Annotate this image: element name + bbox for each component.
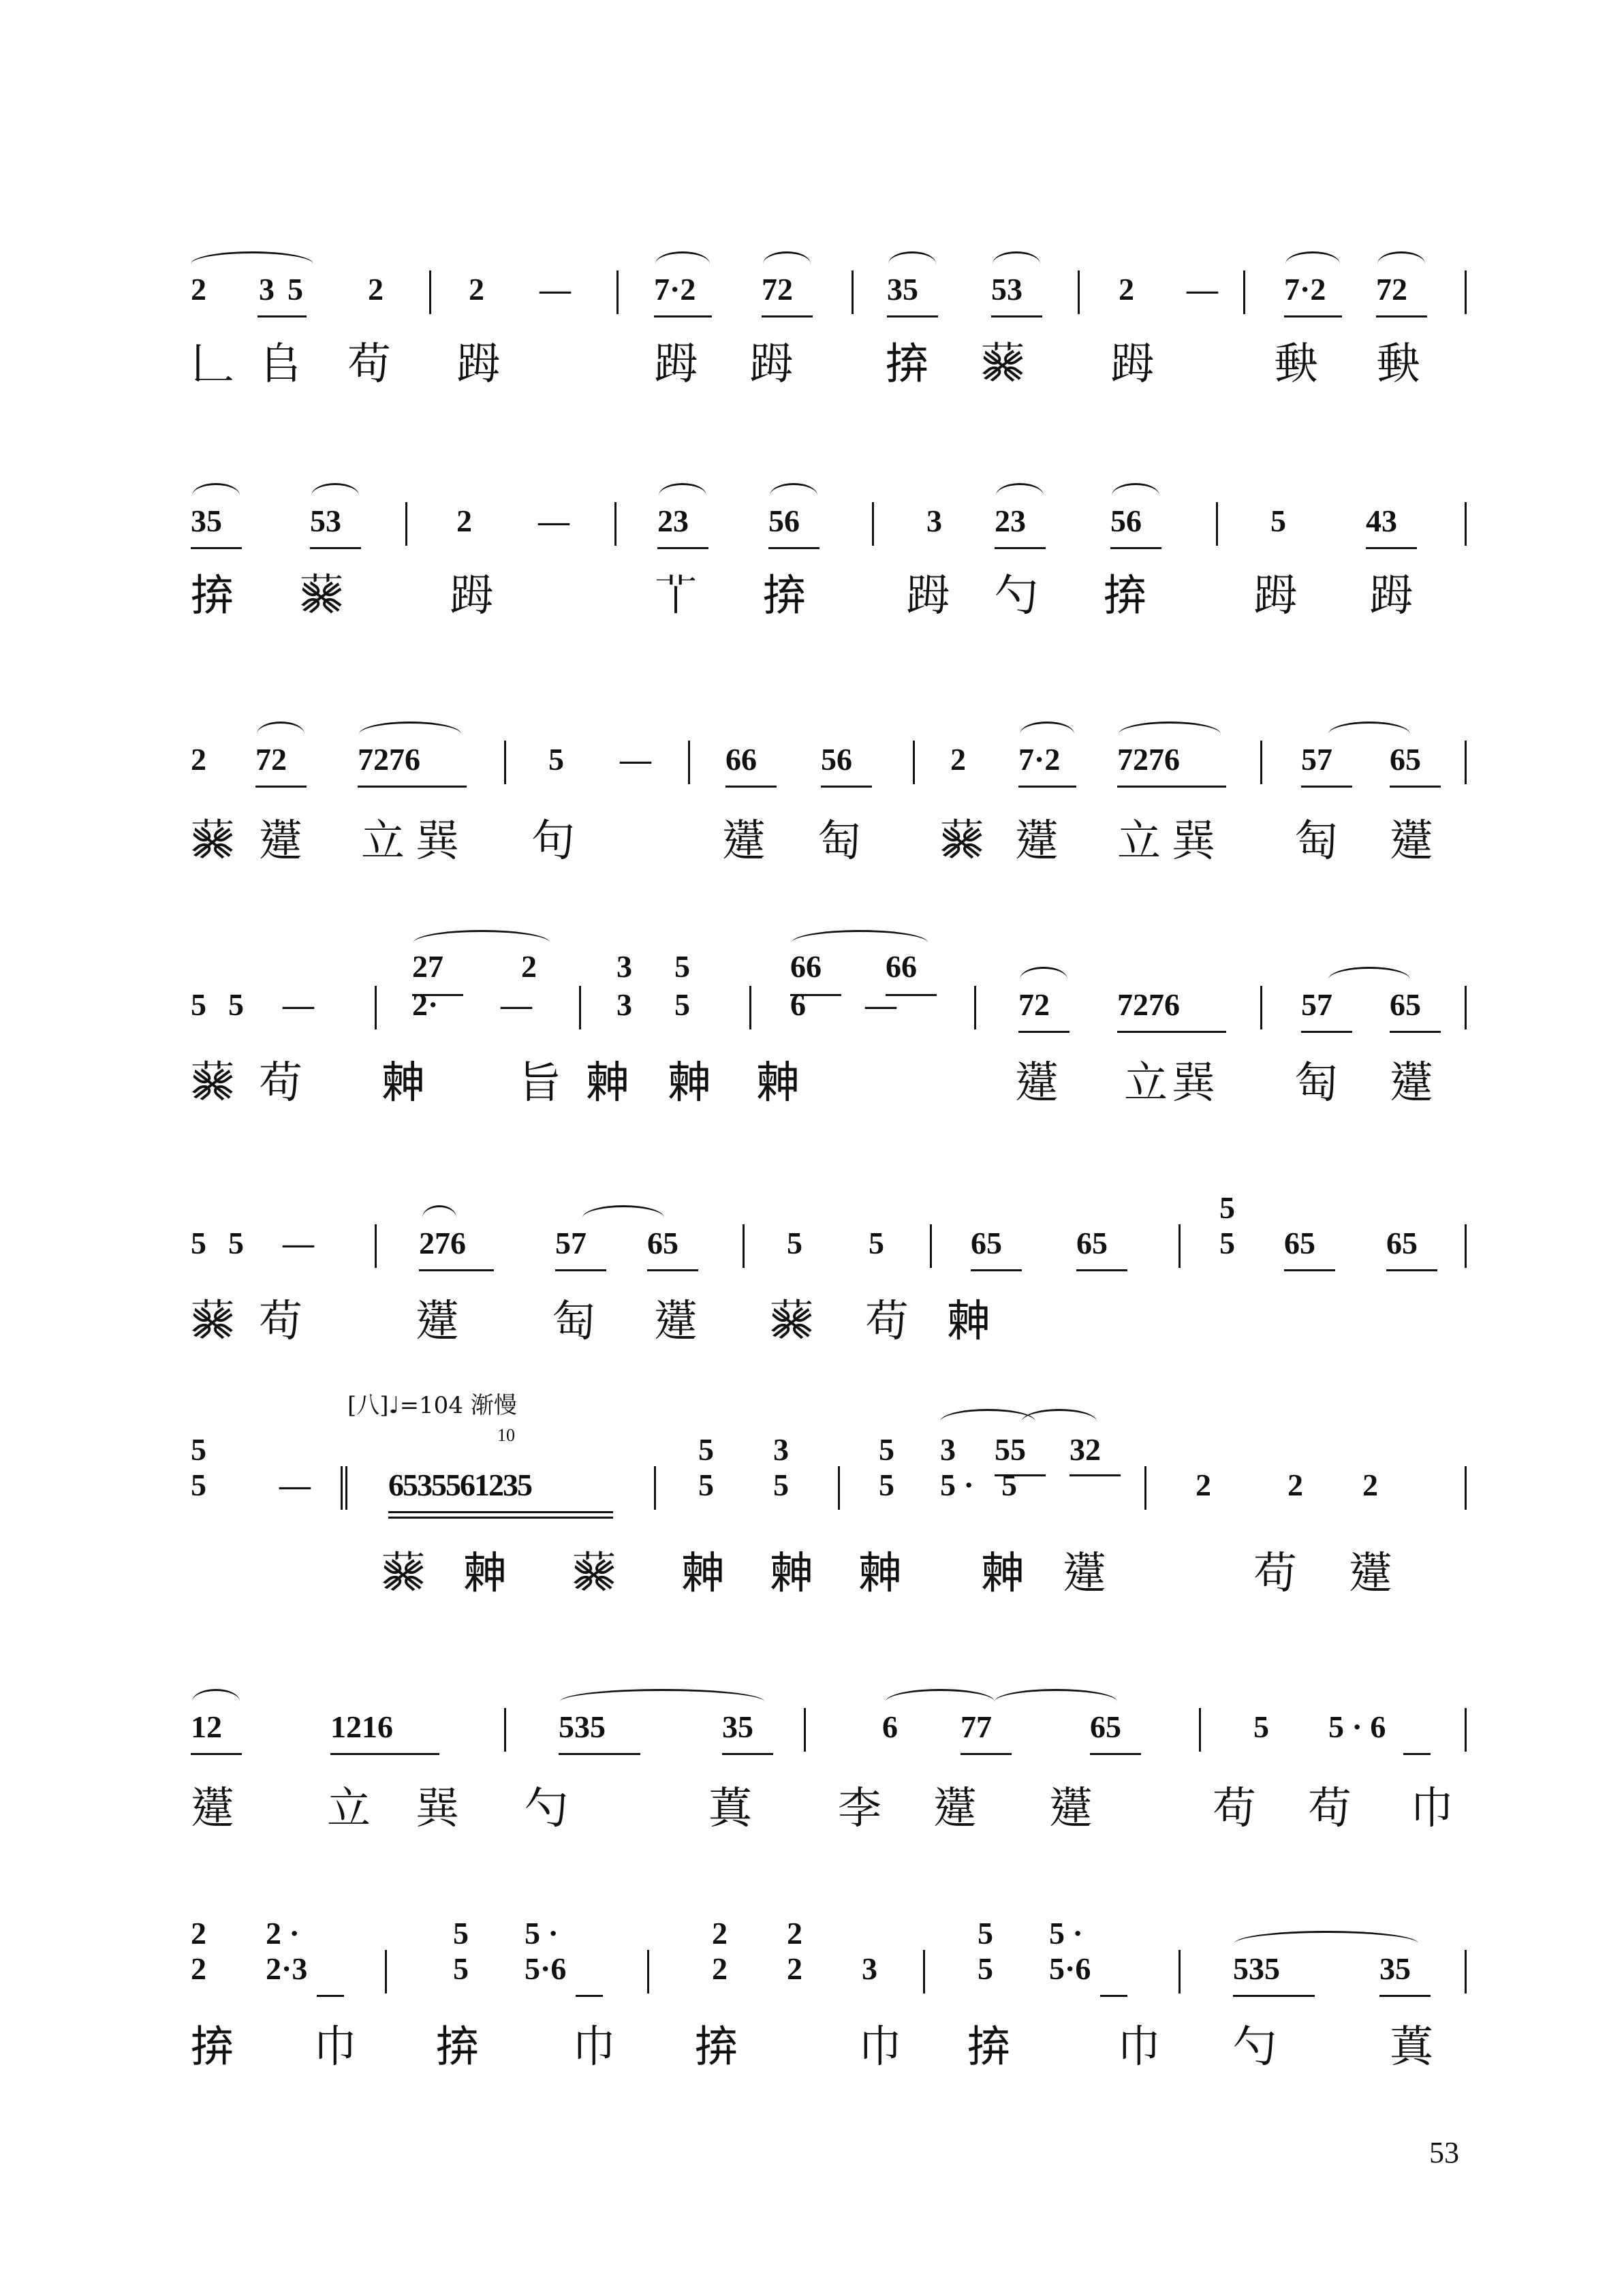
tab-glyph: 𨗨 — [191, 1784, 232, 1834]
note: 56 — [1110, 503, 1142, 538]
tablature-row-8 — [191, 2010, 1471, 2085]
note: 5 — [869, 1226, 884, 1260]
tab-glyph: 𣍃 — [381, 1058, 422, 1108]
tab-glyph: 𣍃 — [463, 1549, 504, 1599]
note: — — [540, 272, 571, 307]
tab-glyph: 𨗨 — [259, 816, 300, 867]
tab-glyph: 𨗨 — [722, 816, 763, 867]
notation-row-8 — [191, 1916, 1471, 1989]
note: 7·2 — [654, 272, 696, 307]
note: 5 — [978, 1916, 993, 1951]
tablature-row-1 — [191, 327, 1471, 402]
note: 7·2 — [1284, 272, 1326, 307]
note: 23 — [995, 503, 1026, 538]
note: 2 — [950, 742, 966, 777]
notation-row-4 — [191, 949, 1471, 1025]
note: 65 — [1386, 1226, 1418, 1260]
tab-glyph: 巾 — [1410, 1784, 1451, 1834]
tab-glyph: 𧿹 — [1253, 571, 1294, 621]
note: 72 — [1376, 272, 1407, 307]
tab-glyph: 𣍃 — [681, 1549, 722, 1599]
tab-glyph: 𢬵 — [1104, 571, 1144, 621]
tab-glyph: 句 — [531, 816, 572, 867]
tab-glyph: 立 — [1124, 1058, 1165, 1108]
tab-glyph: 𡙇 — [1376, 339, 1417, 390]
note: 27 — [412, 949, 443, 984]
tab-glyph: 𧿹 — [1369, 571, 1410, 621]
note: 5 — [228, 987, 244, 1022]
note: 535 — [559, 1709, 606, 1744]
note: 5 — [191, 1226, 206, 1260]
tab-glyph: 𧿹 — [749, 339, 790, 390]
note: 5 — [773, 1468, 789, 1502]
tab-glyph: 旨 — [518, 1058, 559, 1108]
tablature-row-2 — [191, 559, 1471, 634]
note: 77 — [961, 1709, 992, 1744]
note: 2 — [368, 272, 384, 307]
tab-glyph: 立 — [327, 1784, 368, 1834]
tab-glyph: 巾 — [858, 2022, 899, 2073]
note: 5 — [978, 1951, 993, 1986]
note: 5 · — [940, 1468, 974, 1502]
tab-glyph: 立 — [1117, 816, 1158, 867]
tab-glyph: 𨗨 — [933, 1784, 974, 1834]
note: 3 — [259, 272, 275, 307]
note: 5 — [191, 987, 206, 1022]
tab-glyph: 𣍃 — [770, 1549, 811, 1599]
tab-glyph: 巾 — [313, 2022, 354, 2073]
tab-glyph: 𨗨 — [1390, 1058, 1431, 1108]
note: 6 — [882, 1709, 898, 1744]
note: 5 — [191, 1468, 206, 1502]
note: — — [865, 987, 896, 1022]
tab-glyph: 𣍃 — [858, 1549, 899, 1599]
tab-glyph: 𠂤 — [259, 339, 300, 390]
note: 2·3 — [266, 1951, 308, 1986]
tab-glyph: 𢬵 — [695, 2022, 736, 2073]
note: 65 — [1284, 1226, 1315, 1260]
tab-glyph: 匋 — [1294, 816, 1335, 867]
tuplet-number: 10 — [497, 1425, 515, 1445]
note: 5 — [698, 1432, 714, 1467]
tab-glyph: 𦮙 — [770, 1297, 811, 1347]
notation-row-3 — [191, 739, 1471, 780]
note: 2 — [521, 949, 537, 984]
note: — — [538, 503, 569, 538]
note: 5 — [1253, 1709, 1269, 1744]
note: 5 — [698, 1468, 714, 1502]
tablature-row-4 — [191, 1046, 1471, 1121]
tab-glyph: 𦮙 — [300, 571, 341, 621]
tab-glyph: 𢬵 — [886, 339, 926, 390]
note: 65 — [971, 1226, 1002, 1260]
tab-glyph: 匋 — [1294, 1058, 1335, 1108]
tab-glyph: 𢬵 — [191, 571, 232, 621]
tab-glyph: 𢁉 — [416, 1784, 456, 1834]
tab-glyph: 𨗨 — [1390, 816, 1431, 867]
note: 5·6 — [525, 1951, 567, 1986]
tab-glyph: 𣍃 — [668, 1058, 708, 1108]
tab-glyph: 𢁉 — [416, 816, 456, 867]
tab-glyph: 𨗨 — [1349, 1549, 1390, 1599]
note: 65 — [1090, 1709, 1121, 1744]
note: — — [620, 742, 651, 777]
note: 2 — [1287, 1468, 1303, 1502]
tab-glyph: 𧿹 — [906, 571, 947, 621]
tab-glyph: 𧿹 — [654, 339, 695, 390]
note: 57 — [555, 1226, 587, 1260]
tab-glyph: 𢬵 — [191, 2022, 232, 2073]
tab-glyph: 𨗨 — [1063, 1549, 1104, 1599]
note: 5 · — [525, 1916, 559, 1951]
tab-glyph: 𨗨 — [1015, 816, 1056, 867]
tablature-row-3 — [191, 804, 1471, 879]
note: 35 — [191, 503, 222, 538]
note: 2 — [191, 272, 206, 307]
note: 3 — [862, 1951, 877, 1986]
tab-glyph: 勺 — [525, 1784, 565, 1834]
note: 53 — [991, 272, 1022, 307]
tab-glyph: 𨗨 — [416, 1297, 456, 1347]
note: 2 — [191, 1916, 206, 1951]
note: 2 — [1196, 1468, 1211, 1502]
note: 57 — [1301, 987, 1332, 1022]
note: 5 — [228, 1226, 244, 1260]
note: 535 — [1233, 1951, 1280, 1986]
tab-glyph: 𨗨 — [1015, 1058, 1056, 1108]
tab-glyph: 𢬵 — [436, 2022, 477, 2073]
tab-glyph: 𧿹 — [450, 571, 490, 621]
tab-glyph: 𢬵 — [763, 571, 804, 621]
tab-glyph: 𣍃 — [756, 1058, 797, 1108]
note: 3 — [616, 949, 632, 984]
note: 7276 — [358, 742, 420, 777]
tab-glyph: 立 — [361, 816, 402, 867]
tab-glyph: 𦫳 — [654, 571, 695, 621]
note: 2· — [412, 987, 439, 1022]
tab-glyph: 𨗨 — [654, 1297, 695, 1347]
tempo-marking: [八]♩=104 渐慢 — [347, 1392, 517, 1419]
tab-glyph: 𧿹 — [456, 339, 497, 390]
tab-glyph: 𦮙 — [191, 1058, 232, 1108]
notation-row-7 — [191, 1707, 1471, 1748]
note: 43 — [1366, 503, 1397, 538]
note: 72 — [255, 742, 287, 777]
note: — — [1187, 272, 1218, 307]
notation-row-5 — [191, 1190, 1471, 1264]
tab-glyph: 𦮙 — [381, 1549, 422, 1599]
tab-glyph: 勺 — [1233, 2022, 1274, 2073]
note: 5 — [287, 272, 303, 307]
note: 32 — [1069, 1432, 1101, 1467]
note: 35 — [887, 272, 918, 307]
note: 5 · 6 — [1328, 1709, 1386, 1744]
tab-glyph: 勺 — [995, 571, 1035, 621]
note: — — [501, 987, 532, 1022]
note: 5 — [453, 1951, 469, 1986]
tab-glyph: 苟 — [259, 1297, 300, 1347]
note: 2 — [469, 272, 484, 307]
note: 6 — [790, 987, 806, 1022]
note: 5 — [674, 949, 690, 984]
tab-glyph: 𧿹 — [1110, 339, 1151, 390]
note: 2 — [712, 1916, 728, 1951]
note: 66 — [790, 949, 822, 984]
note: 56 — [821, 742, 852, 777]
tab-glyph: 苟 — [1253, 1549, 1294, 1599]
tab-glyph: 巾 — [1117, 2022, 1158, 2073]
page-number: 53 — [1429, 2136, 1459, 2169]
note: 2 — [1362, 1468, 1378, 1502]
note: 35 — [722, 1709, 753, 1744]
note: 5 — [191, 1432, 206, 1467]
tab-glyph: 蒖 — [708, 1784, 749, 1834]
tab-glyph: 蒖 — [1390, 2022, 1431, 2073]
note: 2 — [1119, 272, 1134, 307]
note: 6535561235 — [388, 1468, 531, 1502]
note: 65 — [647, 1226, 678, 1260]
note: 2 — [787, 1951, 802, 1986]
note: 3 — [926, 503, 942, 538]
note: 66 — [886, 949, 917, 984]
note: 65 — [1390, 987, 1421, 1022]
tab-glyph: 李 — [838, 1784, 879, 1834]
note: 5 — [1219, 1190, 1235, 1225]
tab-glyph: 𢁉 — [1172, 816, 1213, 867]
tablature-row-7 — [191, 1771, 1471, 1846]
note: 56 — [768, 503, 800, 538]
note: 57 — [1301, 742, 1332, 777]
tab-glyph: 苟 — [347, 339, 388, 390]
note: 5 — [548, 742, 564, 777]
note: 65 — [1390, 742, 1421, 777]
notation-row-2 — [191, 501, 1471, 542]
tab-glyph: 苟 — [865, 1297, 906, 1347]
tab-glyph: 𠃊 — [191, 339, 232, 390]
tab-glyph: 𢬵 — [967, 2022, 1008, 2073]
note: 7276 — [1117, 987, 1180, 1022]
note: 7276 — [1117, 742, 1180, 777]
tab-glyph: 苟 — [259, 1058, 300, 1108]
notation-row-1 — [191, 269, 1471, 310]
note: 5 — [1270, 503, 1286, 538]
tab-glyph: 𦮙 — [191, 816, 232, 867]
note: 5 — [879, 1468, 894, 1502]
note: 5 — [787, 1226, 802, 1260]
tablature-row-5 — [191, 1284, 1471, 1359]
note: 5 — [674, 987, 690, 1022]
note: — — [279, 1468, 311, 1502]
note: 2 · — [266, 1916, 300, 1951]
note: 5 — [879, 1432, 894, 1467]
note: 5 — [1219, 1226, 1235, 1260]
note: 7·2 — [1018, 742, 1061, 777]
tab-glyph: 𦮙 — [572, 1549, 613, 1599]
tab-glyph: 𦮙 — [981, 339, 1022, 390]
note: 276 — [419, 1226, 466, 1260]
note: 66 — [725, 742, 757, 777]
note: 12 — [191, 1709, 222, 1744]
note: 3 — [616, 987, 632, 1022]
tab-glyph: 𣍃 — [981, 1549, 1022, 1599]
note: 5 — [1001, 1468, 1017, 1502]
tab-glyph: 苟 — [1213, 1784, 1253, 1834]
note: 1216 — [330, 1709, 393, 1744]
note: 23 — [657, 503, 689, 538]
tab-glyph: 𡙇 — [1274, 339, 1315, 390]
note: 65 — [1076, 1226, 1108, 1260]
note: 2 — [191, 1951, 206, 1986]
note: — — [283, 987, 314, 1022]
note: 5·6 — [1049, 1951, 1091, 1986]
tab-glyph: 𢁉 — [1172, 1058, 1213, 1108]
tab-glyph: 𣍃 — [947, 1297, 988, 1347]
tab-glyph: 𦮙 — [191, 1297, 232, 1347]
note: — — [283, 1226, 314, 1260]
note: 2 — [787, 1916, 802, 1951]
note: 3 — [940, 1432, 956, 1467]
tab-glyph: 𣍃 — [586, 1058, 627, 1108]
tab-glyph: 苟 — [1308, 1784, 1349, 1834]
note: 35 — [1379, 1951, 1411, 1986]
note: 2 — [191, 742, 206, 777]
note: 53 — [310, 503, 341, 538]
note: 3 — [773, 1432, 789, 1467]
tablature-row-6 — [191, 1536, 1471, 1611]
note: 5 — [453, 1916, 469, 1951]
note: 72 — [762, 272, 793, 307]
note: 55 — [995, 1432, 1026, 1467]
note: 5 · — [1049, 1916, 1083, 1951]
tab-glyph: 匋 — [817, 816, 858, 867]
tab-glyph: 匋 — [552, 1297, 593, 1347]
tab-glyph: 𦮙 — [940, 816, 981, 867]
note: 2 — [456, 503, 472, 538]
tab-glyph: 巾 — [572, 2022, 613, 2073]
note: 2 — [712, 1951, 728, 1986]
tab-glyph: 𨗨 — [1049, 1784, 1090, 1834]
note: 72 — [1018, 987, 1050, 1022]
